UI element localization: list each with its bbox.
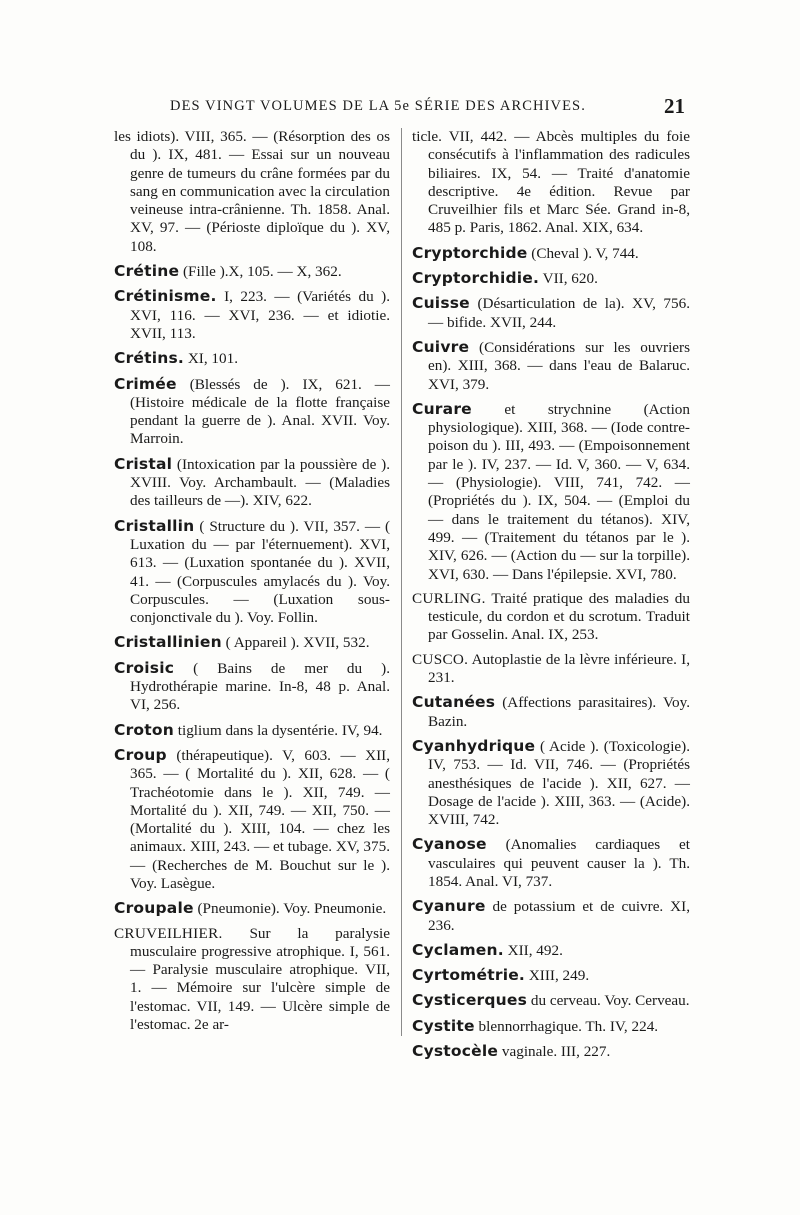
right-column <box>412 128 690 1067</box>
entry-text: (Fille ).X, 105. — X, 362. <box>183 263 342 281</box>
entry-text: (Anomalies cardiaques et vasculaires qui peuvent causer la ). Th. 1854. Anal. VI, 737. <box>428 836 690 890</box>
entry-text: XI, 101. <box>187 350 239 368</box>
index-entry <box>114 128 390 256</box>
headword: Curare <box>412 399 472 418</box>
index-entry <box>412 269 690 288</box>
entry-text: les idiots). VIII, 365. — (Résorption des os du ). IX, 481. — Essai sur un nouveau genre de tumeurs du crâne formées par du sang en communication avec la circulation veineuse intra-crânienne. Th. 1858. Anal. XV, 97. — (Périoste diploïque du ). XV, 108. <box>114 128 390 255</box>
entry-text: blennorrhagique. Th. IV, 224. <box>478 1017 659 1035</box>
entry-text: (Pneumonie). Voy. Pneumonie. <box>197 900 387 918</box>
index-entry <box>412 294 690 332</box>
index-entry <box>114 899 390 918</box>
index-entry <box>412 835 690 891</box>
entry-text: Traité pratique des maladies du testicule, du cordon et du scrotum. Traduit par Gosselin. Anal. IX, 253. <box>428 589 690 644</box>
entry-text: vaginale. III, 227. <box>501 1043 611 1061</box>
headword: Cystite <box>412 1016 475 1035</box>
index-entry <box>412 1017 690 1036</box>
headword: Cuivre <box>412 337 470 356</box>
headword: Cristallin <box>114 516 195 535</box>
entry-text: du cerveau. Voy. Cerveau. <box>530 992 690 1010</box>
index-entry <box>412 1042 690 1061</box>
headword: Cristallinien <box>114 633 222 652</box>
headword: Cyanhydrique <box>412 736 536 755</box>
headword: Cutanées <box>412 693 496 712</box>
entry-text: et strychnine (Action physiologique). XIII, 368. — (Iode contre-poison du ). III, 493. — (Empoisonnement par le ). IV, 237. — Id. V, 360. — V, 634. — (Physiologie). VIII, 741, 742. — (Propriétés du ). IX, 504. — (Emploi du — dans le traitement du tétanos). XIV, 499. — (Traitement du tétanos par le ). XIV, 626. — (Action du — sur la torpille). XVI, 630. — Dans l'épilepsie. XVI, 780. <box>428 400 690 583</box>
index-entry <box>412 897 690 935</box>
index-entry <box>114 659 390 715</box>
headword: Cyclamen. <box>412 940 504 959</box>
headword: Croisic <box>114 658 175 677</box>
headword: Cystocèle <box>412 1042 499 1061</box>
headword: Croupale <box>114 899 194 918</box>
index-entry <box>114 287 390 343</box>
entry-text: XII, 492. <box>507 941 563 959</box>
headword: Cyrtométrie. <box>412 966 526 985</box>
entry-text: (Cheval ). V, 744. <box>531 244 639 262</box>
index-entry <box>412 128 690 238</box>
headword: Cryptorchidie. <box>412 269 540 288</box>
headword: Crétine <box>114 262 180 281</box>
headword: Cuisse <box>412 294 470 313</box>
page-header <box>170 94 685 124</box>
entry-text: I, 223. — (Variétés du ). XVI, 116. — XVI, 236. — et idiotie. XVII, 113. <box>130 288 390 342</box>
entry-text: tiglium dans la dysentérie. IV, 94. <box>177 721 383 739</box>
headword: Cysticerques <box>412 991 528 1010</box>
index-entry <box>412 651 690 688</box>
headword: Crétins. <box>114 349 185 368</box>
index-entry <box>114 721 390 740</box>
index-entry <box>412 991 690 1010</box>
page-number: 21 <box>664 94 685 118</box>
left-column <box>114 128 390 1040</box>
author-name: CUSCO. <box>412 650 469 668</box>
headword: Croton <box>114 720 174 739</box>
entry-text: ( Acide ). (Toxicologie). IV, 753. — Id. VII, 746. — (Propriétés anesthésiques de l'acide ). XII, 627. — Dosage de l'acide ). XIII, 363. — (Acide). XVIII, 742. <box>428 737 691 829</box>
entry-text: (Désarticulation de la). XV, 756. — bifide. XVII, 244. <box>428 295 691 331</box>
index-entry <box>412 737 690 829</box>
index-entry <box>412 244 690 263</box>
entry-text: ticle. VII, 442. — Abcès multiples du foie consécutifs à l'inflammation des radicules biliaires. IX, 54. — Traité d'anatomie descriptive. 4e édition. Revue par Cruveilhier fils et Marc Sée. Grand in-8, 485 p. Paris, 1862. Anal. XIX, 634. <box>412 128 690 237</box>
entry-text: Autoplastie de la lèvre inférieure. I, 231. <box>428 650 690 687</box>
headword: Crimée <box>114 374 177 393</box>
index-entry <box>114 262 390 281</box>
entry-text: ( Structure du ). VII, 357. — ( Luxation du — par l'éternuement). XVI, 613. — (Luxation spontanée du ). XVII, 41. — (Corpuscules amylacés du ). Voy. Corpuscules. — (Luxation sous-conjonctivale du ). Voy. Follin. <box>130 517 391 627</box>
index-entry <box>412 338 690 394</box>
headword: Cryptorchide <box>412 243 528 262</box>
index-entry <box>412 590 690 645</box>
entry-text: ( Bains de mer du ). Hydrothérapie marine. In-8, 48 p. Anal. VI, 256. <box>130 659 391 714</box>
entry-text: VII, 620. <box>542 270 598 288</box>
headword: Crétinisme. <box>114 287 217 306</box>
headword: Croup <box>114 745 167 764</box>
column-divider <box>401 128 402 1036</box>
entry-text: (thérapeutique). V, 603. — XII, 365. — ( Mortalité du ). XII, 628. — ( Trachéotomie dans le ). XII, 749. — Mortalité du ). XII, 749. — XII, 750. — (Mortalité du ). XIII, 104. — chez les animaux. XIII, 243. — et tubage. XV, 375. — (Recherches de M. Bouchut sur le ). Voy. Lasègue. <box>130 746 390 892</box>
index-entry <box>114 375 390 449</box>
headword: Cristal <box>114 454 173 473</box>
index-entry <box>412 693 690 731</box>
author-name: CURLING. <box>412 589 486 607</box>
entry-text: Sur la paralysie musculaire progressive atrophique. I, 561. — Paralysie musculaire atrophique. VII, 1. — Mémoire sur l'ulcère simple de l'estomac. VII, 149. — Ulcère simple de l'estomac. 2e ar- <box>130 924 390 1034</box>
index-entry <box>114 746 390 893</box>
entry-text: (Blessés de ). IX, 621. — (Histoire médicale de la flotte française pendant la guerre de ). Anal. XVII. Voy. Marroin. <box>130 375 390 448</box>
entry-text: de potassium et de cuivre. XI, 236. <box>428 898 690 934</box>
index-entry <box>412 400 690 584</box>
entry-text: ( Appareil ). XVII, 532. <box>225 634 370 652</box>
index-entry <box>114 517 390 628</box>
index-entry <box>412 941 690 960</box>
entry-text: (Affections parasitaires). Voy. Bazin. <box>428 694 691 730</box>
headword: Cyanure <box>412 897 486 916</box>
author-name: CRUVEILHIER. <box>114 924 223 942</box>
index-entry <box>114 455 390 511</box>
headword: Cyanose <box>412 835 487 854</box>
index-entry <box>114 349 390 368</box>
entry-text: (Considérations sur les ouvriers en). XIII, 368. — dans l'eau de Balaruc. XVI, 379. <box>428 338 690 393</box>
index-entry <box>114 925 390 1035</box>
entry-text: (Intoxication par la poussière de ). XVIII. Voy. Archambault. — (Maladies des tailleurs de —). XIV, 622. <box>130 455 390 510</box>
index-entry <box>412 966 690 985</box>
index-entry <box>114 633 390 652</box>
running-head: DES VINGT VOLUMES DE LA 5e SÉRIE DES ARCHIVES. <box>170 98 586 114</box>
entry-text: XIII, 249. <box>528 967 590 985</box>
